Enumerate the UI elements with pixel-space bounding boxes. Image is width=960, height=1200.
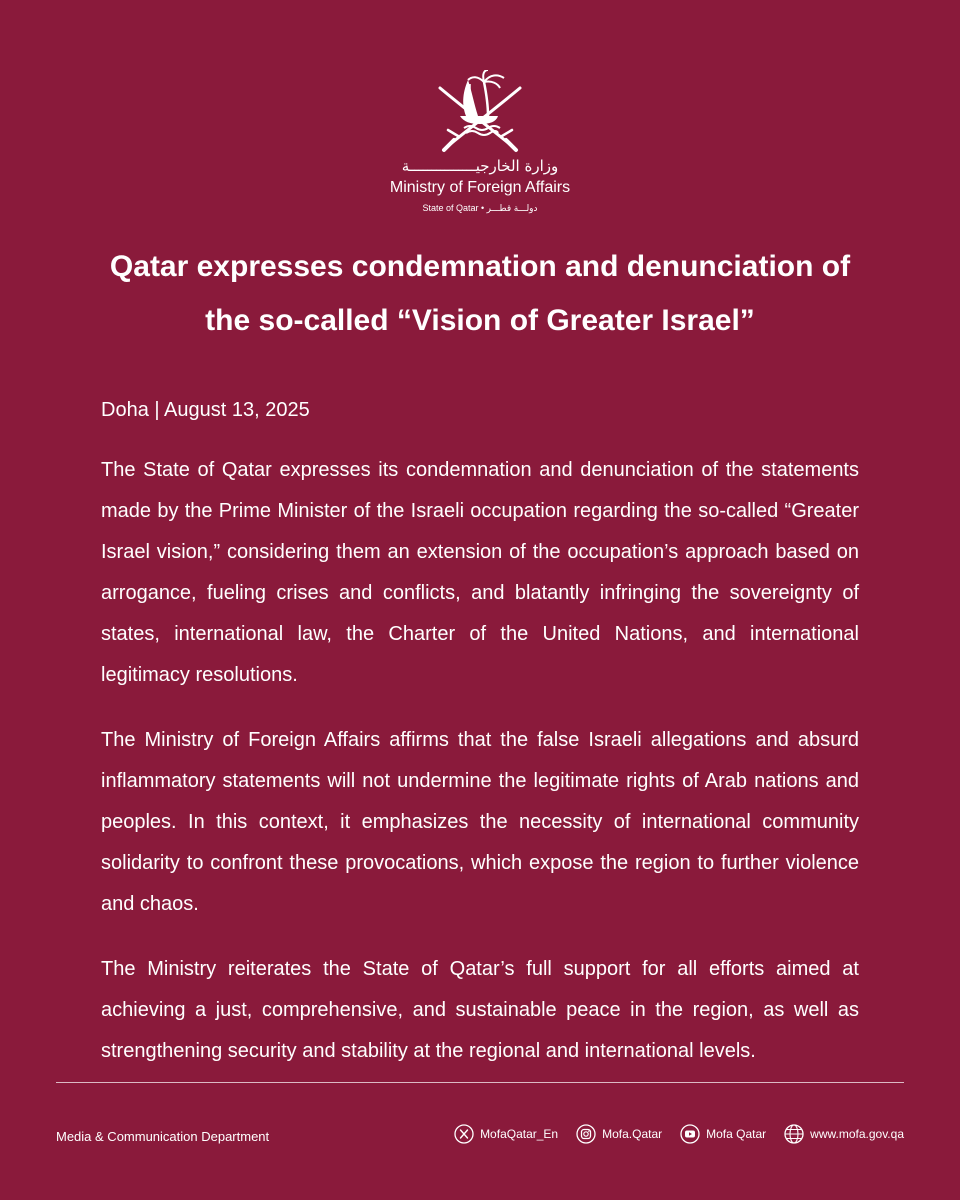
website-url: www.mofa.gov.qa (810, 1127, 904, 1141)
dateline: Doha | August 13, 2025 (101, 399, 310, 421)
ministry-logo (0, 70, 960, 214)
footer (56, 1122, 904, 1154)
social-links (436, 1124, 904, 1144)
state-of-qatar-line: State of Qatar • دولـــة قطـــر (422, 203, 538, 213)
x-link[interactable] (454, 1124, 558, 1144)
statement-body (101, 390, 859, 1096)
instagram-icon (576, 1124, 596, 1144)
x-icon (454, 1124, 474, 1144)
title-line-1: Qatar expresses condemnation and denunciation of (109, 250, 851, 283)
instagram-handle: Mofa.Qatar (602, 1127, 663, 1141)
paragraph-3: The Ministry reiterates the State of Qatar’s full support for all efforts aimed at achieving a just, comprehensive, and sustainable peace in the region, as well as strengthening security and stability at the regional and international levels. (101, 958, 859, 1062)
qatar-emblem-icon (434, 70, 526, 154)
instagram-link[interactable] (576, 1124, 662, 1144)
ministry-english-name: Ministry of Foreign Affairs (389, 179, 571, 196)
youtube-icon (680, 1124, 700, 1144)
paragraph-2: The Ministry of Foreign Affairs affirms that the false Israeli allegations and absurd inflammatory statements will not undermine the legitimate rights of Arab nations and peoples. In this context, it emphasizes the necessity of international community solidarity to confront these provocations, which expose the region to further violence and chaos. (101, 729, 859, 915)
paragraph-1: The State of Qatar expresses its condemnation and denunciation of the statements made by the Prime Minister of the Israeli occupation regarding the so-called “Greater Israel vision,” considering them an extension of the occupation’s approach based on arrogance, fueling crises and conflicts, and blatantly infringing the sovereignty of states, international law, the Charter of the United Nations, and international legitimacy resolutions. (101, 459, 859, 686)
footer-divider (56, 1082, 904, 1083)
youtube-link[interactable] (680, 1124, 766, 1144)
department-name: Media & Communication Department (56, 1129, 270, 1144)
x-handle: MofaQatar_En (480, 1127, 559, 1141)
page-title (60, 240, 900, 348)
title-line-2: the so-called “Vision of Greater Israel” (205, 304, 755, 337)
ministry-arabic-name: وزارة الخارجيـــــــــــــــة (401, 157, 559, 175)
youtube-handle: Mofa Qatar (706, 1127, 767, 1141)
globe-icon (784, 1124, 804, 1144)
website-link[interactable] (784, 1124, 904, 1144)
